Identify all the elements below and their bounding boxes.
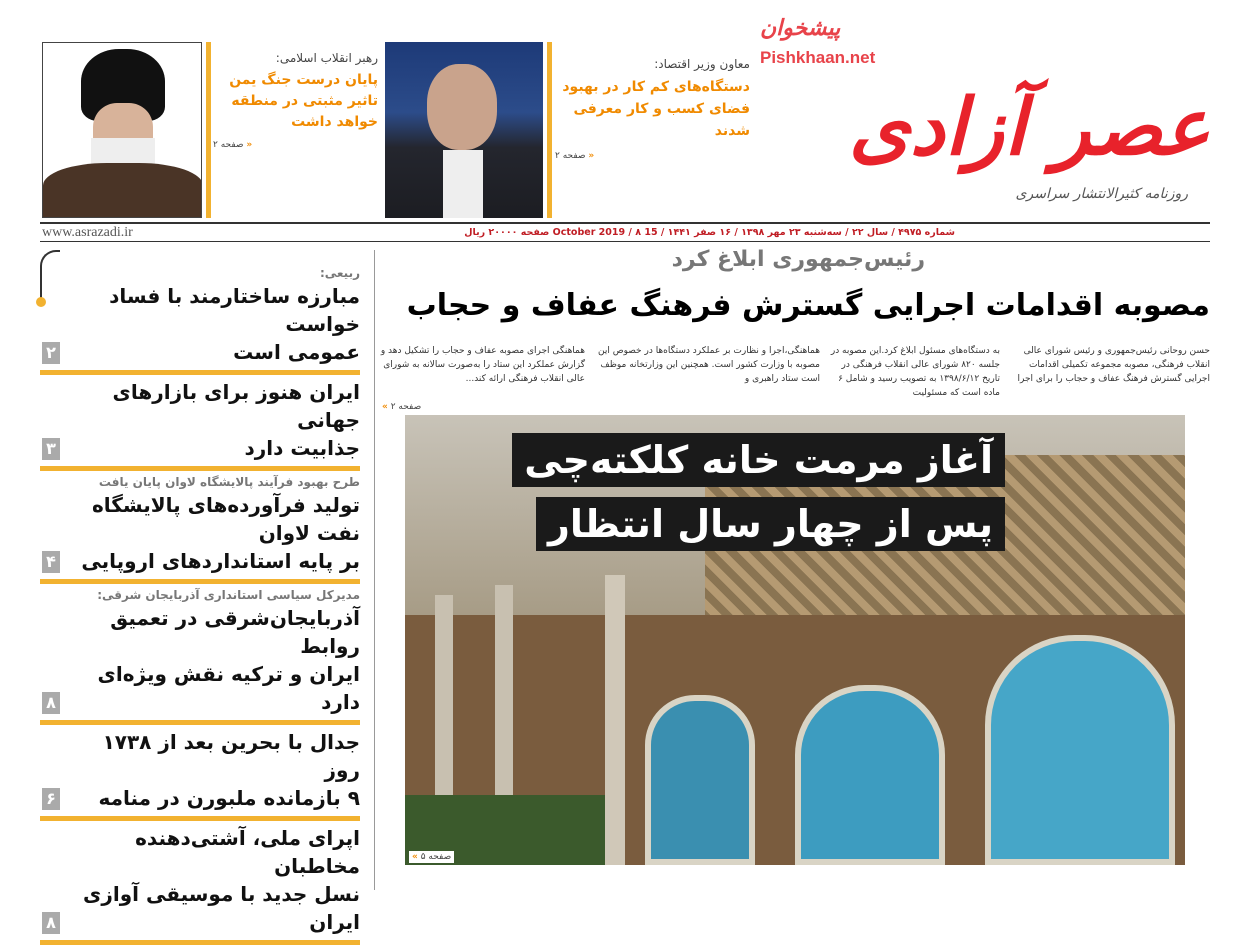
sidebar-headline: مبارزه ساختارمند با فساد خواست: [109, 284, 360, 336]
story-divider: [206, 42, 211, 218]
page-number-badge[interactable]: ۴: [42, 551, 60, 573]
page-ref[interactable]: « صفحه ۲: [382, 402, 422, 412]
page-number-badge[interactable]: ۸: [42, 912, 60, 934]
sidebar-headline: عمومی است: [233, 340, 360, 364]
lead-kicker: رئیس‌جمهوری ابلاغ کرد: [671, 247, 925, 272]
sidebar-story[interactable]: [40, 584, 360, 720]
top-story-economy[interactable]: [555, 56, 750, 162]
sidebar-headline: جذابیت دارد: [244, 436, 360, 460]
sidebar-headline: نسل جدید با موسیقی آوازی ایران: [83, 882, 360, 934]
sidebar-story[interactable]: [40, 375, 360, 466]
masthead-logo: [760, 14, 1210, 219]
sidebar-headline: ۹ بازمانده ملبورن در منامه: [98, 786, 360, 810]
sidebar-headline: تولید فرآورده‌های پالایشگاه نفت لاوان: [91, 493, 360, 545]
dateline: شماره ۴۹۷۵ / سال ۲۲ / سه‌شنبه ۲۳ مهر ۱۳۹۸ / ۱۶ صفر ۱۴۴۱ / 15 October 2019 / ۸ صفحه ۲۰۰۰۰ ریال: [464, 227, 955, 238]
lead-headline[interactable]: مصوبه اقدامات اجرایی گسترش فرهنگ عفاف و حجاب: [406, 288, 1210, 323]
sidebar-story[interactable]: [40, 725, 360, 816]
story-divider: [547, 42, 552, 218]
logo-text: عصر آزادی: [848, 82, 1210, 173]
sidebar-headline: اپرای ملی، آشتی‌دهنده مخاطبان: [135, 826, 360, 878]
sidebar-headline: جدال با بحرین بعد از ۱۷۳۸ روز: [102, 730, 360, 782]
sidebar-kicker: ربیعی:: [319, 266, 360, 280]
sidebar-kicker: طرح بهبود فرآیند پالایشگاه لاوان پایان یافت: [98, 475, 360, 489]
sidebar-kicker: مدیرکل سیاسی استانداری آذربایجان شرقی:: [97, 588, 360, 602]
sidebar-headline: بر پایه استانداردهای اروپایی: [81, 549, 360, 573]
page-ref[interactable]: « صفحه ۲: [213, 140, 253, 150]
page-number-badge[interactable]: ۲: [42, 342, 60, 364]
watermark-fa: پیشخوان: [760, 16, 841, 41]
sidebar-headline: ایران هنوز برای بازارهای جهانی: [112, 380, 360, 432]
sidebar-divider: [40, 940, 360, 945]
top-story-leader[interactable]: [213, 50, 378, 151]
story-headline: پایان درست جنگ یمن تاثیر مثبتی در منطقه خواهد داشت: [229, 72, 378, 130]
sidebar-story[interactable]: [40, 471, 360, 579]
page-number-badge[interactable]: ۸: [42, 692, 60, 714]
header-rule: [40, 222, 1210, 224]
lead-column-2: به دستگاه‌های مسئول ابلاغ کرد.این مصوبه در جلسه ۸۲۰ شورای عالی انقلاب فرهنگی در تاریخ ۱۳۹۸/۶/۱۲ به تصویب رسید و شامل ۶ ماده است که مسئولیت: [830, 346, 1000, 398]
sidebar-news: [40, 262, 360, 945]
page-ref[interactable]: « صفحه ۲: [555, 151, 595, 161]
deputy-minister-photo: [385, 42, 543, 218]
sidebar-story[interactable]: [40, 821, 360, 940]
sidebar-story[interactable]: [40, 262, 360, 370]
logo-subtitle: روزنامه کثیرالانتشار سراسری: [1015, 186, 1188, 202]
story-kicker: رهبر انقلاب اسلامی:: [275, 51, 378, 65]
page-number-badge[interactable]: ۶: [42, 788, 60, 810]
sidebar-headline: ایران و ترکیه نقش ویژه‌ای دارد: [97, 662, 360, 714]
header-rule: [40, 241, 1210, 242]
photo-headline: آغاز مرمت خانه کلکته‌چی پس از چهار سال انتظار: [405, 415, 1185, 551]
story-kicker: معاون وزیر اقتصاد:: [654, 57, 750, 71]
lead-column-4: هماهنگی اجرای مصوبه عفاف و حجاب را تشکیل دهد و گزارش عملکرد این ستاد را به‌صورت سالانه به شورای عالی انقلاب فرهنگی ارائه کند...: [380, 346, 585, 384]
website-link[interactable]: www.asrazadi.ir: [42, 225, 133, 240]
watermark-en: Pishkhaan.net: [760, 48, 876, 67]
column-divider: [374, 250, 375, 890]
story-headline: دستگاه‌های کم کار در بهبود فضای کسب و کار معرفی شدند: [562, 79, 750, 139]
page-number-badge[interactable]: ۳: [42, 438, 60, 460]
photo-story-image[interactable]: [405, 415, 1185, 865]
page-ref[interactable]: « صفحه ۵: [409, 851, 454, 863]
lead-column-3: هماهنگی،اجرا و نظارت بر عملکرد دستگاه‌ها در خصوص این مصوبه با وزارت کشور است. همچنین این وزارتخانه موظف است ستاد راهبری و: [598, 346, 820, 384]
lead-column-1: حسن روحانی رئیس‌جمهوری و رئیس شورای عالی انقلاب فرهنگی، مصوبه مجموعه تکمیلی اقدامات اجرایی گسترش فرهنگ عفاف و حجاب را برای اجرا: [1017, 346, 1210, 384]
leader-photo: [42, 42, 202, 218]
sidebar-headline: آذربایجان‌شرقی در تعمیق روابط: [110, 606, 360, 658]
